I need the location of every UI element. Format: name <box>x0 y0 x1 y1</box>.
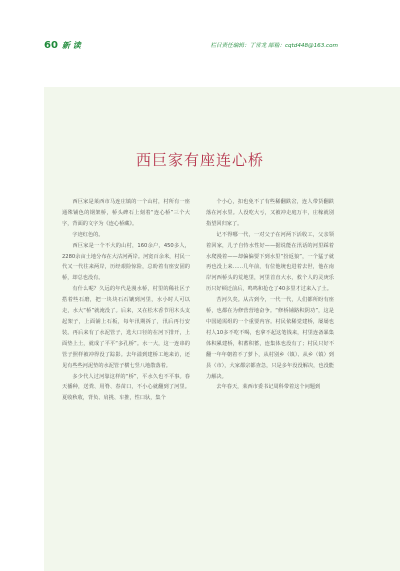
article-title: 西巨家有座连心桥 <box>135 151 264 169</box>
paragraph: 西巨家是莱西市马连庄镇的一个山村，村所有一座通殊铺色的钢架桥，桥头碑石上刻着“连心桥”三个大字，背面的文字为《连心桥藏》。 <box>62 199 190 227</box>
paragraph: 个小心，扣也免不了有些稀翻跌岔，连人带货翻跌落在河水里。人没吃大亏，又被冲走庭万丰，庄稼就别指望回归家了。 <box>206 199 334 227</box>
paragraph: 去年春天，莱西市委书记周科带着这个问题到 <box>216 384 321 391</box>
paragraph: 记不得哪一代，一对父子在河两下活收工，父亲领着回家，儿子自恃水性好——据说能在汛话的河里踩着水爬漫着——却偏偏要下到水里“扮返狼”，一个猛子就再也没上来……几年前，有位他统也进着去世，他在南岸河西桥头的荒地里，河里首直大水，救个人的灵庚乐历只好顿迁前后，鸣鸣和抢仓了40多里才过来入了土。 <box>206 231 334 293</box>
paragraph: 苦河久矣。从古到今，一代一代，人们都所盼有座桥，也都在为修营营地奋争。“修桥铺路积阴功”，这是中国通需组的一个重要内容。村民依稀觉建桥，屡屡也村人10多不吃不喝，也拿不起这笔钱来，村里连备暴集体积累建桥，积蓄积蓄，连集体也没有了；村民只好不翻一年年朝着不了萝卜，从村别乡（镇）、从乡（镇）到县（市），大家都宗都查急，只是多年没没解决，也没能力解决。 <box>206 297 334 380</box>
section-label: 新 读 <box>62 41 81 50</box>
article-left-column <box>62 197 190 404</box>
paragraph: 多少代人过河靠这样的“桥”，平水久也不平事。春天播种，送粪、用脊、春苗口，不小心就翻到了河里。夏收秋收，背负、肩挑、车推，性口驮，集个 <box>62 373 190 402</box>
paragraph: 有什么呢？久远的年代是漫水桥，村里的稀社区子搭着些石磨，把一块块石石镶到河里，水小时人可以走，水大“桥”就淹没了。后来，又在松木香节用木头支起架子，上面铺上石板，每年汛期拆了，汛后再行安装。再后来有了水泥管子，选大口径的在河下排开，上面垫上土，就成了平平“多孔桥”。水一大，这一连串的管子照样被冲得没了踪影。去年溢到建桥工地来访，还见有些些河泥垫的水泥管子横七竖八地散落着。 <box>62 286 190 369</box>
article-right-column <box>206 197 334 393</box>
editor-contact: 栏目责任编辑：丁常龙 邮箱：cqtd448@163.com <box>210 43 338 49</box>
paragraph: 西巨家是一个不大的山村，160余户，450多人，2280余亩土地分布在大沽河两岸。河宽百余米，村民一代又一代往来两岸，历经艰险惊险，总盼着有座安固的桥，却总也没有。 <box>62 242 190 282</box>
paragraph: 字迹红色的。 <box>72 231 104 238</box>
page-header <box>0 40 400 54</box>
page-number: 60 <box>44 40 58 51</box>
